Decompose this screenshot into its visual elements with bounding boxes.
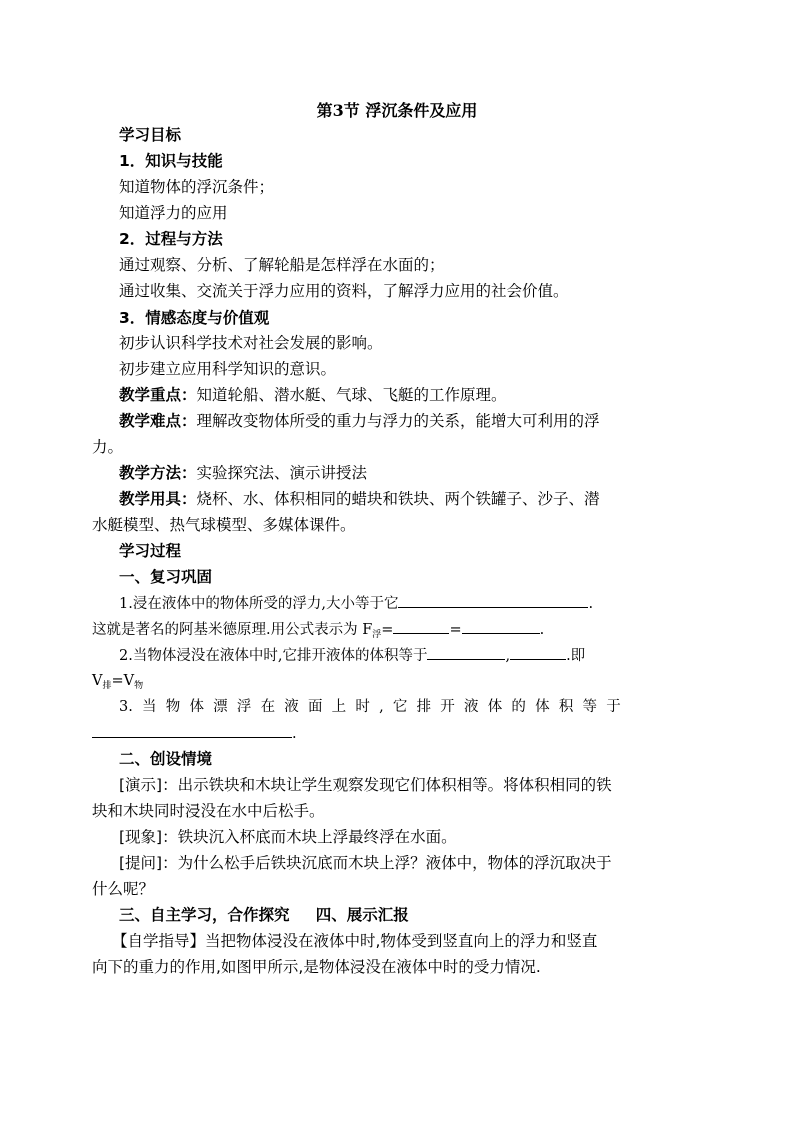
question-3-line-1 xyxy=(119,696,621,718)
question-2-text: 2.当物体浸没在液体中时,它排开液体的体积等于 xyxy=(119,648,428,664)
question-1-blank-3[interactable] xyxy=(462,618,540,634)
demo-line-2: 块和木块同时浸没在水中后松手。 xyxy=(92,802,325,820)
question-2-sub-wu: 物 xyxy=(134,681,144,691)
question-3-char: 它 xyxy=(392,699,408,715)
objectives-heading: 学习目标 xyxy=(119,126,182,144)
phenomenon-line: [现象]：铁块沉入杯底而木块上浮最终浮在水面。 xyxy=(119,828,457,846)
page-title: 第3节 浮沉条件及应用 xyxy=(316,101,478,120)
question-3-char: 上 xyxy=(331,699,347,715)
question-3-char: 时 xyxy=(355,699,370,715)
question-3-char: , xyxy=(379,699,384,715)
teaching-difficulty-text: 理解改变物体所受的重力与浮力的关系，能增大可利用的浮 xyxy=(196,412,600,430)
question-line-2: 什么呢？ xyxy=(92,880,155,898)
teaching-key-label: 教学重点： xyxy=(119,386,197,404)
question-2-sub-pai: 排 xyxy=(102,681,112,691)
question-3-char: 积 xyxy=(558,699,574,715)
question-3-char: 当 xyxy=(142,699,157,715)
teaching-key-text: 知道轮船、潜水艇、气球、飞艇的工作原理。 xyxy=(196,386,507,404)
question-line-1: [提问]：为什么松手后铁块沉底而木块上浮？液体中，物体的浮沉取决于 xyxy=(119,854,612,872)
part-1-heading: 一、复习巩固 xyxy=(119,568,213,586)
teaching-key-points xyxy=(119,384,649,406)
teaching-difficulty-cont: 力。 xyxy=(92,438,124,456)
question-2-v: V xyxy=(92,673,103,689)
question-3-char: 等 xyxy=(582,699,598,715)
question-1-text: 1.浸在液体中的物体所受的浮力,大小等于它 xyxy=(119,596,399,612)
question-3-period: . xyxy=(292,726,297,742)
question-3-char: 浮 xyxy=(236,699,252,715)
question-2-line-2 xyxy=(92,670,622,697)
guide-line-1: 【自学指导】当把物体浸没在液体中时,物体受到竖直向上的浮力和竖直 xyxy=(112,932,598,950)
question-3-char: 体 xyxy=(535,699,550,715)
question-2-blank-2[interactable] xyxy=(510,644,566,660)
process-heading: 学习过程 xyxy=(119,542,182,560)
section-2-line-2: 通过收集、交流关于浮力应用的资料，了解浮力应用的社会价值。 xyxy=(119,282,569,300)
question-3-char: 在 xyxy=(260,699,276,715)
teaching-method-label: 教学方法： xyxy=(119,464,197,482)
teaching-difficulty xyxy=(119,410,649,432)
section-1-line-1: 知道物体的浮沉条件； xyxy=(119,178,275,196)
question-3-char: 开 xyxy=(440,699,455,715)
question-2-eqv: =V xyxy=(111,673,135,689)
question-3-line-2 xyxy=(92,722,622,745)
question-1-period: . xyxy=(588,596,594,612)
question-3-char: 液 xyxy=(464,699,479,715)
question-1-period-2: . xyxy=(539,622,545,638)
section-3-heading: 3．情感态度与价值观 xyxy=(119,309,270,327)
teaching-method xyxy=(119,462,649,484)
question-2-blank-1[interactable] xyxy=(427,644,505,660)
teaching-tools-text: 烧杯、水、体积相同的蜡块和铁块、两个铁罐子、沙子、潜 xyxy=(196,490,600,508)
section-2-line-1: 通过观察、分析、了解轮船是怎样浮在水面的； xyxy=(119,256,445,274)
question-3-char: 漂 xyxy=(213,699,228,715)
teaching-method-text: 实验探究法、演示讲授法 xyxy=(196,464,368,482)
teaching-tools-cont: 水艇模型、热气球模型、多媒体课件。 xyxy=(92,516,356,534)
question-3-char: 面 xyxy=(307,699,323,715)
guide-line-2: 向下的重力的作用,如图甲所示,是物体浸没在液体中时的受力情况. xyxy=(92,958,541,976)
section-1-line-2: 知道浮力的应用 xyxy=(119,204,228,222)
question-3-char: 的 xyxy=(511,699,526,715)
question-3-char: 体 xyxy=(487,699,503,715)
question-3-blank[interactable] xyxy=(92,722,292,738)
section-1-heading: 1．知识与技能 xyxy=(119,152,223,170)
section-3-line-2: 初步建立应用科学知识的意识。 xyxy=(119,360,337,378)
question-1-line-2 xyxy=(92,618,622,646)
question-1-line-1 xyxy=(119,592,649,615)
question-2-ji: .即 xyxy=(566,648,586,664)
question-3-char: 体 xyxy=(189,699,204,715)
question-1-blank-1[interactable] xyxy=(398,592,588,608)
question-1-eq-1: = xyxy=(381,622,394,638)
part-2-heading: 二、创设情境 xyxy=(119,750,213,768)
question-3-char: 物 xyxy=(165,699,181,715)
question-1-eq-2: = xyxy=(449,622,462,638)
part-3-4-heading: 三、自主学习，合作探究 四、展示汇报 xyxy=(119,906,409,924)
question-3-char: 3. xyxy=(119,699,133,715)
teaching-tools xyxy=(119,488,649,510)
question-3-char: 于 xyxy=(606,699,621,715)
question-1-formula-text: 这就是著名的阿基米德原理.用公式表示为 F xyxy=(92,622,373,638)
teaching-tools-label: 教学用具： xyxy=(119,490,197,508)
question-1-blank-2[interactable] xyxy=(393,618,449,634)
question-2-line-1 xyxy=(119,644,649,667)
teaching-difficulty-label: 教学难点： xyxy=(119,412,197,430)
question-3-char: 排 xyxy=(416,699,432,715)
question-3-char: 液 xyxy=(284,699,299,715)
question-1-subscript: 浮 xyxy=(372,630,382,640)
demo-line-1: [演示]：出示铁块和木块让学生观察发现它们体积相等。将体积相同的铁 xyxy=(119,776,612,794)
section-3-line-1: 初步认识科学技术对社会发展的影响。 xyxy=(119,334,383,352)
section-2-heading: 2．过程与方法 xyxy=(119,230,223,248)
question-2-comma: , xyxy=(505,648,511,664)
